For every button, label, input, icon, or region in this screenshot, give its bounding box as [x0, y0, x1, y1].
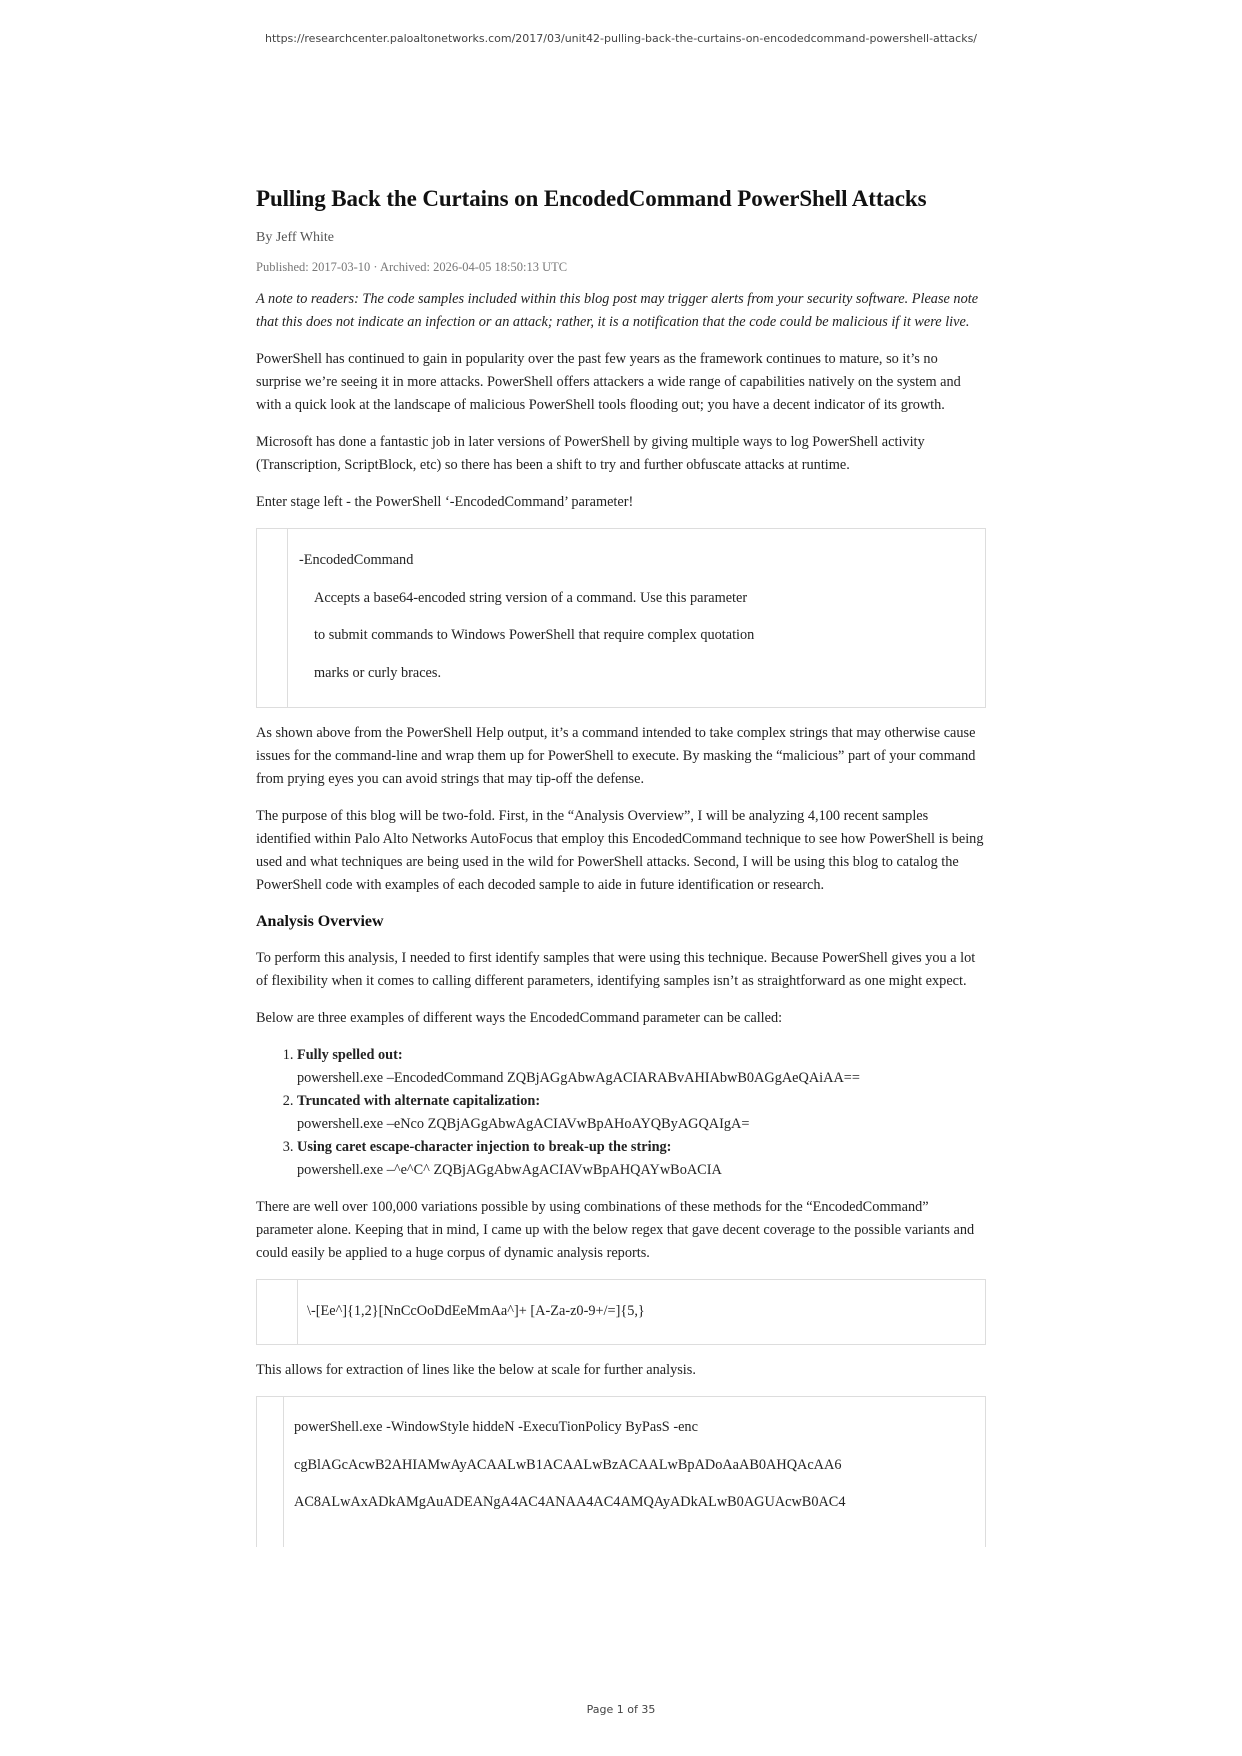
sample-line: AC8ALwAxADkAMgAuADEANgA4AC4ANAA4AC4AMQAyADkALwB0AGUAcwB0AC4: [294, 1494, 846, 1510]
regex-block: [256, 1279, 986, 1345]
paragraph-logging: Microsoft has done a fantastic job in later versions of PowerShell by giving multiple ways to log PowerShell activity (Transcription, ScriptBlock, etc) so there has been a shift to try and further obfuscate attacks at runtime.: [256, 434, 925, 473]
help-line: marks or curly braces.: [314, 664, 442, 681]
example-command: powershell.exe –EncodedCommand ZQBjAGgAbwAgACIARABvAHIAbwB0AGgAeQAiAA==: [297, 1070, 860, 1086]
example-command: powershell.exe –eNco ZQBjAGgAbwAgACIAVwBpAHoAYQByAGQAIgA=: [297, 1116, 750, 1132]
example-label: Using caret escape-character injection to break-up the string:: [297, 1139, 672, 1155]
list-item: [297, 1044, 986, 1090]
examples-list: [256, 1044, 986, 1182]
example-label: Fully spelled out:: [297, 1047, 403, 1063]
paragraph-variations: There are well over 100,000 variations possible by using combinations of these methods for the “EncodedCommand” parameter alone. Keeping that in mind, I came up with the below regex that gave decent coverage to the possible variants and could easily be applied to a huge corpus of dynamic analysis reports.: [256, 1199, 975, 1261]
code-gutter: [257, 529, 288, 707]
article-title: Pulling Back the Curtains on EncodedCommand PowerShell Attacks: [256, 186, 927, 211]
list-item: [297, 1136, 986, 1182]
paragraph-help-explained: As shown above from the PowerShell Help output, it’s a command intended to take complex strings that may otherwise cause issues for the command-line and wrap them up for PowerShell to execute. By masking the “malicious” part of your command from prying eyes you can avoid strings that may tip-off the defense.: [256, 725, 976, 787]
paragraph-analysis: To perform this analysis, I needed to first identify samples that were using this technique. Because PowerShell gives you a lot of flexibility when it comes to calling different parameters, identifying samples isn’t as straightforward as one might expect.: [256, 950, 976, 989]
sample-command-block: [256, 1396, 986, 1547]
sample-line: cgBlAGcAcwB2AHIAMwAyACAALwB1ACAALwBzACAALwBpADoAaAB0AHQAcAA6: [294, 1456, 842, 1473]
publish-meta: Published: 2017-03-10 · Archived: 2026-04-05 18:50:13 UTC: [256, 260, 568, 274]
code-gutter: [257, 1280, 298, 1344]
help-line: Accepts a base64-encoded string version of a command. Use this parameter: [314, 589, 748, 606]
paragraph-extraction: This allows for extraction of lines like the below at scale for further analysis.: [256, 1362, 696, 1378]
article: [256, 186, 986, 1547]
paragraph-enter-stage: Enter stage left - the PowerShell ‘-EncodedCommand’ parameter!: [256, 494, 634, 510]
list-item: [297, 1090, 986, 1136]
help-output-block: [256, 528, 986, 708]
example-label: Truncated with alternate capitalization:: [297, 1093, 541, 1109]
paragraph-purpose: The purpose of this blog will be two-fold. First, in the “Analysis Overview”, I will be analyzing 4,100 recent samples identified within Palo Alto Networks AutoFocus that employ this EncodedCommand technique to see how PowerShell is being used and what techniques are being used in the wild for PowerShell attacks. Second, I will be using this blog to catalog the PowerShell code with examples of each decoded sample to aide in future identification or research.: [256, 808, 984, 893]
example-command: powershell.exe –^e^C^ ZQBjAGgAbwAgACIAVwBpAHQAYwBoACIA: [297, 1162, 722, 1178]
sample-line: powerShell.exe -WindowStyle hiddeN -ExecuTionPolicy ByPasS -enc: [294, 1419, 698, 1435]
paragraph-examples-intro: Below are three examples of different ways the EncodedCommand parameter can be called:: [256, 1010, 783, 1026]
paragraph-intro: PowerShell has continued to gain in popularity over the past few years as the framework continues to mature, so it’s no surprise we’re seeing it in more attacks. PowerShell offers attackers a wide range of capabilities natively on the system and with a quick look at the landscape of malicious PowerShell tools flooding out; you have a decent indicator of its growth.: [256, 351, 961, 413]
section-heading: Analysis Overview: [256, 913, 384, 930]
code-gutter: [257, 1397, 284, 1547]
source-url: https://researchcenter.paloaltonetworks.com/2017/03/unit42-pulling-back-the-curtains-on-encodedcommand-powershell-attacks/: [264, 32, 978, 45]
help-line: to submit commands to Windows PowerShell that require complex quotation: [314, 627, 755, 643]
regex-line: \-[Ee^]{1,2}[NnCcOoDdEeMmAa^]+ [A-Za-z0-9+/=]{5,}: [307, 1303, 645, 1319]
page-number: Page 1 of 35: [586, 1703, 656, 1716]
help-param-name: -EncodedCommand: [299, 552, 414, 568]
author-byline: By Jeff White: [256, 230, 335, 245]
reader-note: A note to readers: The code samples included within this blog post may trigger alerts from your security software. Please note that this does not indicate an infection or an attack; rather, it is a notification that the code could be malicious if it were live.: [256, 291, 979, 330]
